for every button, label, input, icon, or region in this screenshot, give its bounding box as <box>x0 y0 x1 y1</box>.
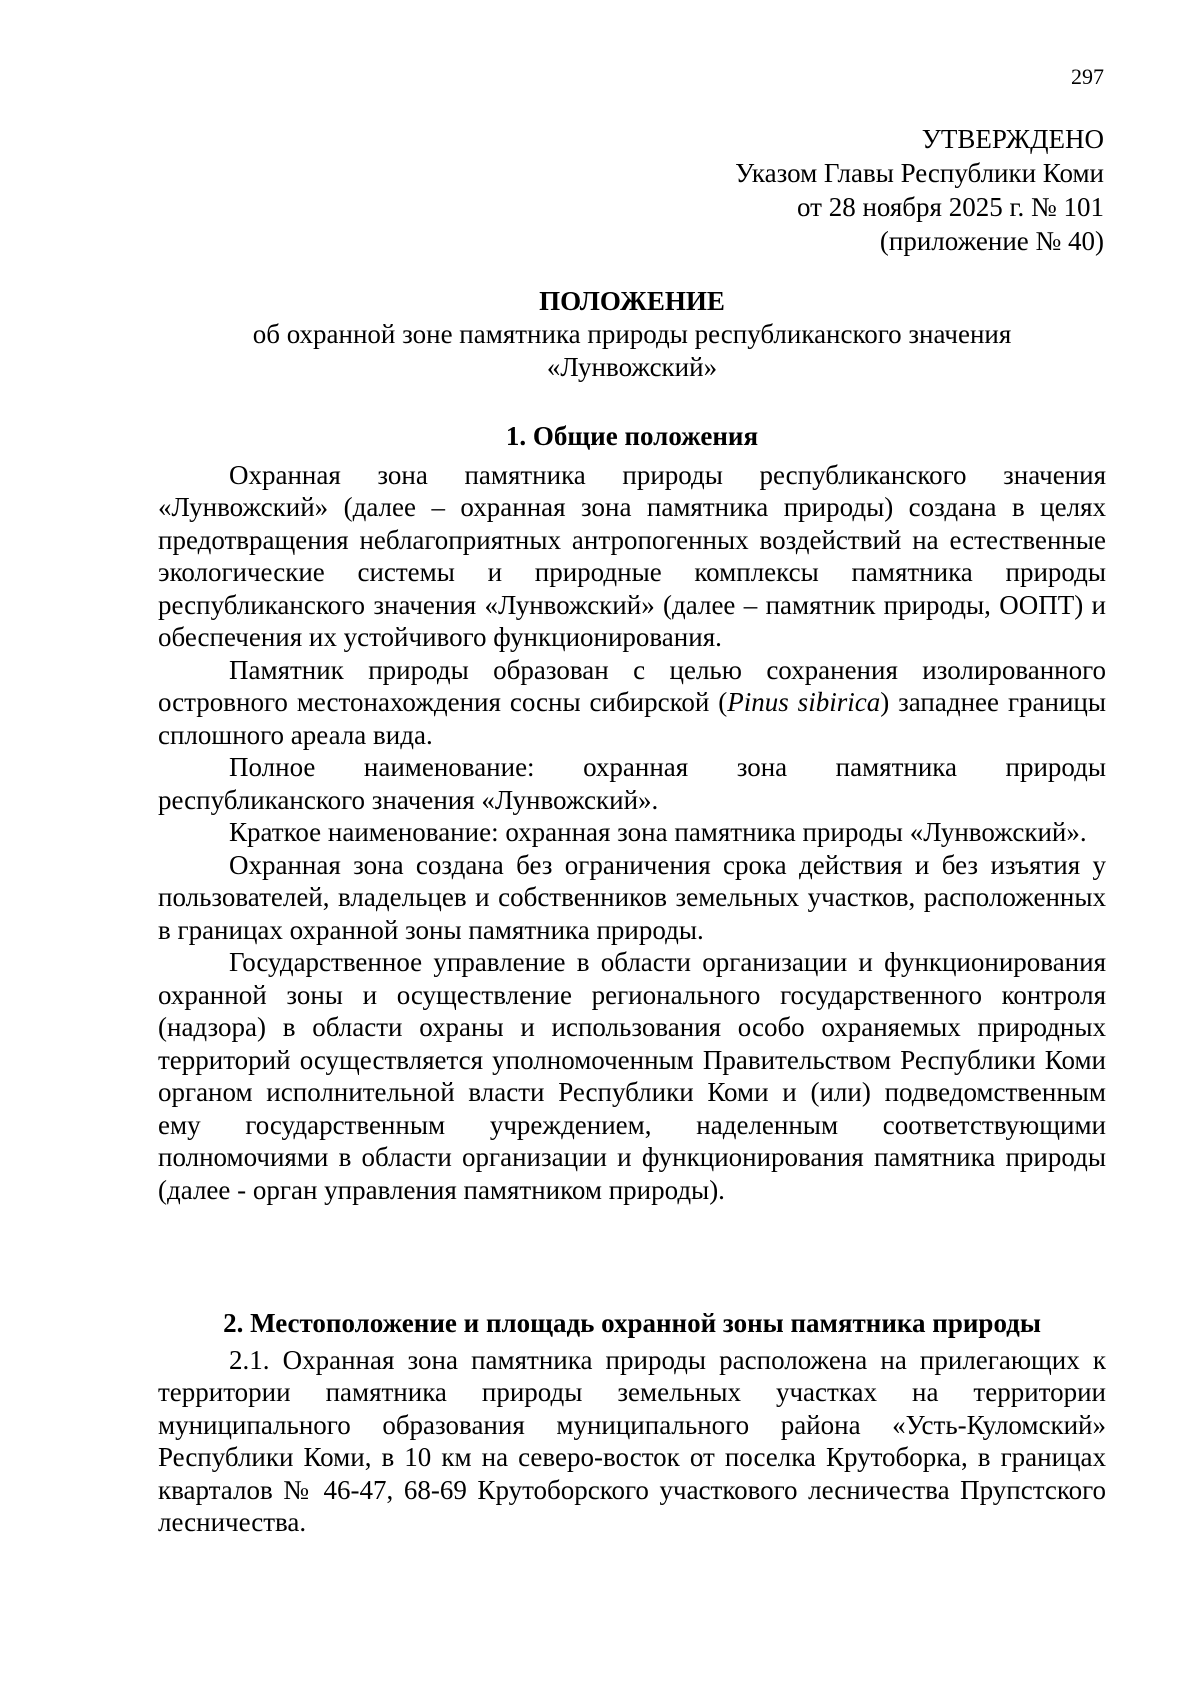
section-1-heading: 1. Общие положения <box>505 421 759 451</box>
page-number: 297 <box>1071 64 1104 89</box>
section-2-heading: 2. Местоположение и площадь охранной зоны памятника природы <box>223 1308 1041 1338</box>
approval-block <box>735 122 1104 258</box>
section-1-paragraph-5: Охранная зона создана без ограничения срока действия и без изъятия у пользователей, владельцев и собственников земельных участков, расположенных в границах охранной зоны памятника природы. <box>158 849 1106 945</box>
section-location-area <box>158 1307 1106 1539</box>
document-title: ПОЛОЖЕНИЕ <box>539 286 725 316</box>
approval-line-2: от 28 ноября 2025 г. № 101 <box>797 192 1104 222</box>
document-subtitle-line-1: об охранной зоне памятника природы республиканского значения <box>252 319 1012 349</box>
section-1-paragraph-6: Государственное управление в области организации и функционирования охранной зоны и осуществление регионального государственного контроля (надзора) в области охраны и использования особо охраняемых природных территорий осуществляется уполномоченным Правительством Республики Коми органом исполнительной власти Республики Коми и (или) подведомственным ему государственным учреждением, наделенным соответствующими полномочиями в области организации и функционирования памятника природы (далее - орган управления памятником природы). <box>158 947 1106 1205</box>
approval-line-3: (приложение № 40) <box>879 226 1104 256</box>
latin-species-name: Pinus sibirica <box>727 687 881 717</box>
paragraph-2-text-after: ) западнее границы сплошного ареала вида. <box>158 687 1106 750</box>
approval-stamp: УТВЕРЖДЕНО <box>921 124 1104 154</box>
section-general-provisions <box>158 420 1106 1206</box>
section-1-paragraph-1: Охранная зона памятника природы республиканского значения «Лунвожский» (далее – охранная зона памятника природы) создана в целях предотвращения неблагоприятных антропогенных воздействий на естественные экологические системы и природные комплексы памятника природы республиканского значения «Лунвожский» (далее – памятник природы, ООПТ) и обеспечения их устойчивого функционирования. <box>158 459 1106 652</box>
paragraph-2-text-before: Памятник природы образован с целью сохранения изолированного островного местонахождения сосны сибирской ( <box>158 654 1106 717</box>
section-1-paragraph-3: Полное наименование: охранная зона памятника природы республиканского значения «Лунвожский». <box>158 752 1106 815</box>
document-title-block <box>158 285 1106 384</box>
section-1-paragraph-4: Краткое наименование: охранная зона памятника природы «Лунвожский». <box>229 817 1087 847</box>
approval-line-1: Указом Главы Республики Коми <box>735 158 1104 188</box>
document-subtitle-line-2: «Лунвожский» <box>546 352 718 382</box>
section-1-paragraph-2 <box>158 654 1106 752</box>
section-2-paragraph-1: 2.1. Охранная зона памятника природы расположена на прилегающих к территории памятника природы земельных участках на территории муниципального образования муниципального района «Усть-Куломский» Республики Коми, в 10 км на северо-восток от поселка Крутоборка, в границах кварталов № 46-47, 68-69 Крутоборского участкового лесничества Прупстского лесничества. <box>158 1344 1106 1537</box>
